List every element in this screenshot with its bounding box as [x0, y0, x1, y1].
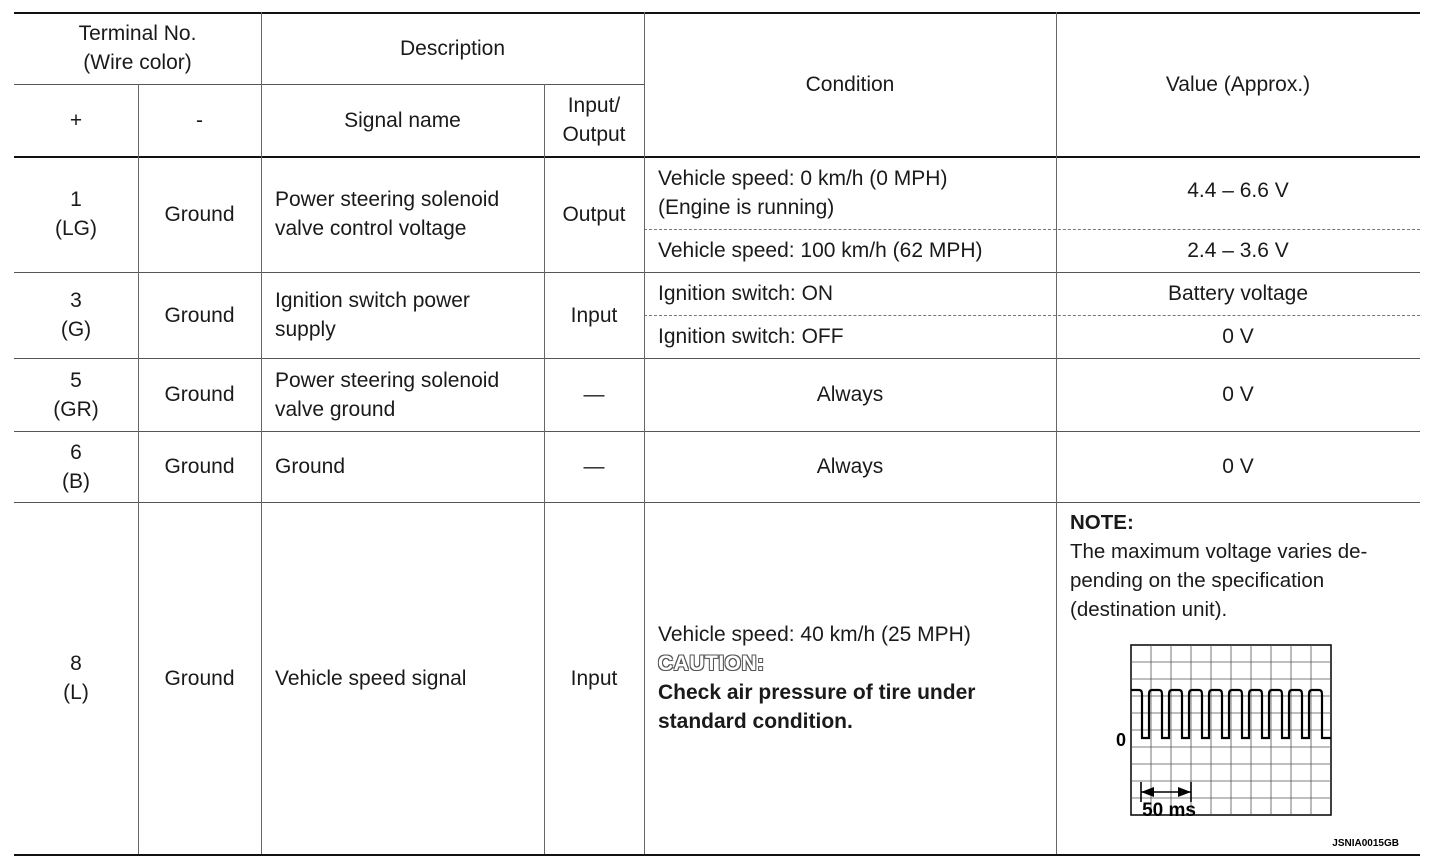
table-row-io: — — [583, 455, 605, 478]
table-row-value: 2.4 – 3.6 V — [1187, 239, 1289, 262]
table-row-signal: Ignition switch power supply — [275, 289, 470, 341]
table-row-signal: Power steering solenoid valve control voltage — [275, 188, 500, 240]
table-row-terminal: 8 (L) — [63, 652, 89, 704]
header-signal-name: Signal name — [344, 108, 461, 132]
table-row-condition: Always — [816, 383, 884, 406]
terminal-value-table — [14, 12, 1420, 856]
note-label: NOTE: — [1070, 511, 1134, 534]
table-row-ground: Ground — [164, 303, 235, 327]
time-scale-label: 50 ms — [1142, 800, 1196, 821]
table-row-signal: Ground — [275, 455, 346, 478]
table-row-signal: Power steering solenoid valve ground — [275, 368, 500, 421]
header-input-output: Input/ Output — [562, 94, 626, 146]
speed-signal-waveform — [1104, 642, 1404, 852]
table-row-value: 0 V — [1222, 383, 1254, 406]
header-condition: Condition — [805, 72, 895, 96]
table-row-io: Input — [570, 303, 618, 327]
table-row-condition: Ignition switch: ON — [658, 282, 834, 305]
table-row-ground: Ground — [164, 383, 235, 406]
table-row-condition: Vehicle speed: 100 km/h (62 MPH) — [658, 239, 983, 262]
table-row-ground: Ground — [164, 202, 235, 226]
header-minus: - — [196, 108, 203, 132]
figure-code: JSNIA0015GB — [1332, 838, 1399, 849]
table-row-value: 0 V — [1222, 455, 1254, 478]
table-row-terminal: 5 (GR) — [53, 368, 99, 421]
table-row-condition: Always — [816, 455, 884, 478]
table-row-condition: Vehicle speed: 0 km/h (0 MPH) (Engine is running) — [658, 166, 948, 219]
table-row-ground: Ground — [164, 666, 235, 690]
header-description: Description — [399, 36, 506, 60]
zero-axis-label: 0 — [1115, 730, 1127, 750]
caution-label: CAUTION: — [658, 652, 765, 675]
caution-text: Check air pressure of tire under — [658, 681, 976, 704]
caution-text: standard condition. — [658, 710, 853, 733]
table-row-condition: Ignition switch: OFF — [658, 325, 844, 348]
table-row-value: 0 V — [1222, 325, 1254, 348]
time-scale-marker — [1141, 782, 1191, 802]
table-row-value: 4.4 – 6.6 V — [1187, 179, 1289, 202]
table-row-io: — — [583, 383, 605, 406]
header-value: Value (Approx.) — [1165, 72, 1311, 96]
table-row-terminal: 1 (LG) — [55, 188, 97, 240]
header-plus: + — [69, 108, 83, 132]
table-bottom-rule — [14, 854, 1420, 856]
table-row-io: Output — [562, 202, 626, 226]
table-row-signal: Vehicle speed signal — [275, 666, 467, 690]
table-row-terminal: 6 (B) — [62, 440, 90, 493]
table-row-terminal: 3 (G) — [60, 289, 92, 341]
value-note: NOTE: The maximum voltage varies de- pending on the specification (destination unit). — [1070, 508, 1416, 624]
table-row-condition: Vehicle speed: 40 km/h (25 MPH) CAUTION: Check air pressure of tire under standard condition. — [644, 502, 1056, 854]
table-row-ground: Ground — [164, 455, 235, 478]
header-terminal-no: Terminal No. (Wire color) — [78, 22, 197, 74]
table-row-value: Battery voltage — [1167, 282, 1309, 305]
table-row-io: Input — [570, 666, 618, 690]
